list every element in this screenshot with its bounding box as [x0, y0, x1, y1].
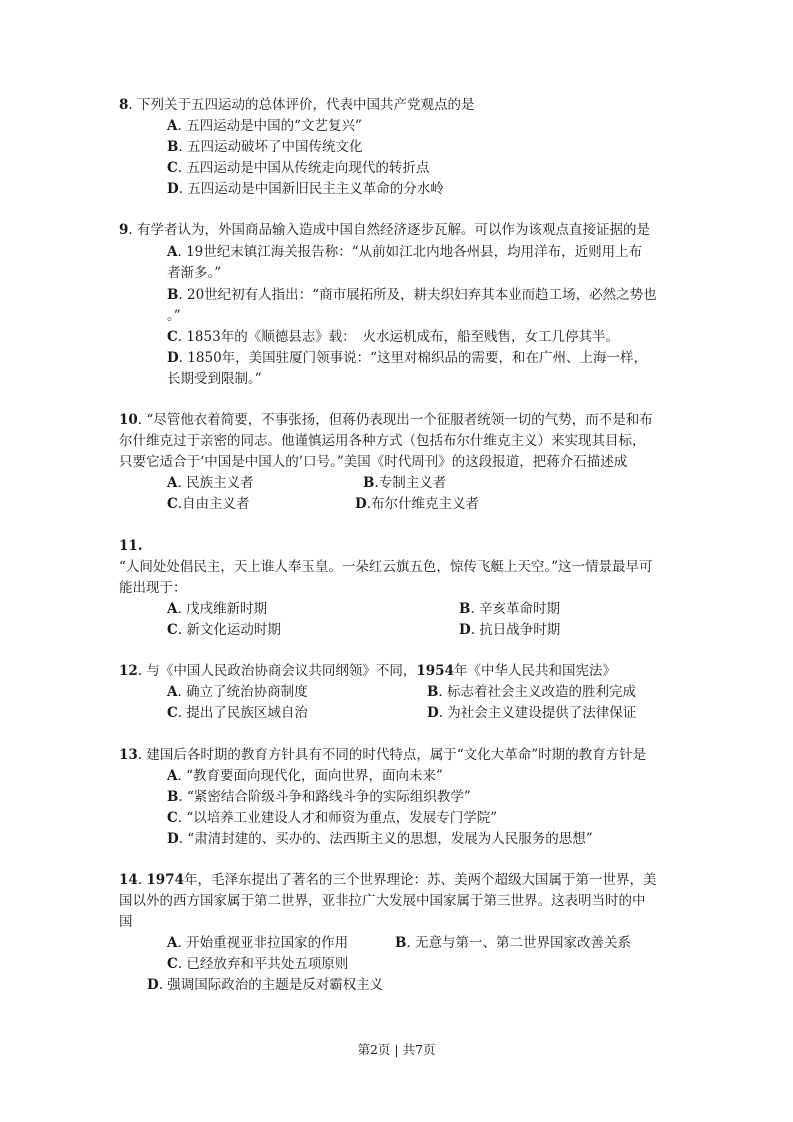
question-11-number: 11. [119, 538, 143, 554]
question-9-option-c: C. 1853年的《顺德县志》载： 火水运机成布，船至贱售，女工几停其半。 [167, 329, 619, 345]
question-9-stem: 9. 有学者认为，外国商品输入造成中国自然经济逐步瓦解。可以作为该观点直接证据的是 [119, 222, 650, 238]
question-14-stem-line-2: 国以外的西方国家属于第二世界，亚非拉广大发展中国家属于第三世界。这表明当时的中 [119, 893, 646, 909]
question-12-option-d: D. 为社会主义建设提供了法律保证 [427, 705, 637, 721]
question-10-stem: 10. “尽管他衣着简要，不事张扬，但蒋仍表现出一个征服者统领一切的气势，而不是和布 [119, 412, 653, 428]
question-12-option-b: B. 标志着社会主义改造的胜利完成 [427, 684, 637, 700]
question-10-stem-line-3: 只要它适合于‘中国是中国人的’口号。”美国《时代周刊》的这段报道，把蒋介石描述成 [119, 454, 628, 470]
question-8-option-a: A. 五四运动是中国的“文艺复兴” [167, 118, 362, 134]
question-10-option-b: B.专制主义者 [363, 475, 447, 491]
question-14-option-b: B. 无意与第一、第二世界国家改善关系 [395, 935, 632, 951]
question-11-option-a: A. 戊戌维新时期 [167, 601, 268, 617]
question-13-option-b: B. “紧密结合阶级斗争和路线斗争的实际组织教学” [167, 789, 471, 805]
question-13-option-c: C. “以培养工业建设人才和师资为重点，发展专门学院” [167, 810, 498, 826]
question-10-stem-line-2: 尔什维克过于亲密的同志。他谨慎运用各种方式（包括布尔什维克主义）来实现其目标， [119, 433, 646, 449]
question-10-option-a: A. 民族主义者 [167, 475, 254, 491]
question-11-option-c: C. 新文化运动时期 [167, 622, 281, 638]
question-9-option-d: D. 1850年，美国驻厦门领事说：“这里对棉织品的需要，和在广州、上海一样， [167, 350, 648, 366]
question-11-option-b: B. 辛亥革命时期 [459, 601, 561, 617]
question-12-stem: 12. 与《中国人民政治协商会议共同纲领》不同，1954年《中华人民共和国宪法》 [119, 663, 616, 679]
question-13-option-a: A. “教育要面向现代化，面向世界，面向未来” [167, 768, 443, 784]
question-9-option-b: B. 20世纪初有人指出：“商市展拓所及，耕夫织妇弃其本业而趋工场，必然之势也 [167, 287, 657, 303]
question-13-stem: 13. 建国后各时期的教育方针具有不同的时代特点，属于“文化大革命”时期的教育方针是 [119, 747, 647, 763]
question-14-stem: 14. 1974年，毛泽东提出了著名的三个世界理论：苏、美两个超级大国属于第一世界，美 [119, 872, 657, 888]
question-9-option-a-cont: 者渐多。” [167, 265, 222, 281]
question-11-stem-line-2: 能出现于： [119, 580, 187, 596]
question-9-option-d-cont: 长期受到限制。” [167, 371, 262, 387]
question-13-option-d: D. “肃清封建的、买办的、法西斯主义的思想，发展为人民服务的思想” [167, 831, 593, 847]
question-9-option-a: A. 19世纪末镇江海关报告称：“从前如江北内地各州县，均用洋布，近则用上布 [167, 244, 643, 260]
page-number-footer: 第2页 | 共7页 [357, 1042, 436, 1057]
question-14-stem-line-3: 国 [119, 914, 133, 930]
question-8-option-c: C. 五四运动是中国从传统走向现代的转折点 [167, 160, 430, 176]
question-12-option-a: A. 确立了统治协商制度 [167, 684, 308, 700]
question-11-stem: “人间处处倡民主，天上谁人奉玉皇。一朵红云旗五色，惊传飞艇上天空。”这一情景最早可 [119, 559, 653, 575]
question-10-option-c: C.自由主义者 [167, 496, 250, 512]
question-8-stem: 8. 下列关于五四运动的总体评价，代表中国共产党观点的是 [119, 97, 475, 113]
question-14-option-a: A. 开始重视亚非拉国家的作用 [167, 935, 349, 951]
question-9-option-b-cont: 。” [167, 308, 181, 324]
question-12-option-c: C. 提出了民族区域自治 [167, 705, 308, 721]
question-10-option-d: D.布尔什维克主义者 [355, 496, 480, 512]
question-8-option-d: D. 五四运动是中国新旧民主主义革命的分水岭 [167, 181, 444, 197]
question-8-option-b: B. 五四运动破坏了中国传统文化 [167, 139, 363, 155]
question-14-option-c: C. 已经放弃和平共处五项原则 [167, 956, 349, 972]
question-14-option-d: D. 强调国际政治的主题是反对霸权主义 [147, 977, 384, 993]
question-11-option-d: D. 抗日战争时期 [459, 622, 561, 638]
